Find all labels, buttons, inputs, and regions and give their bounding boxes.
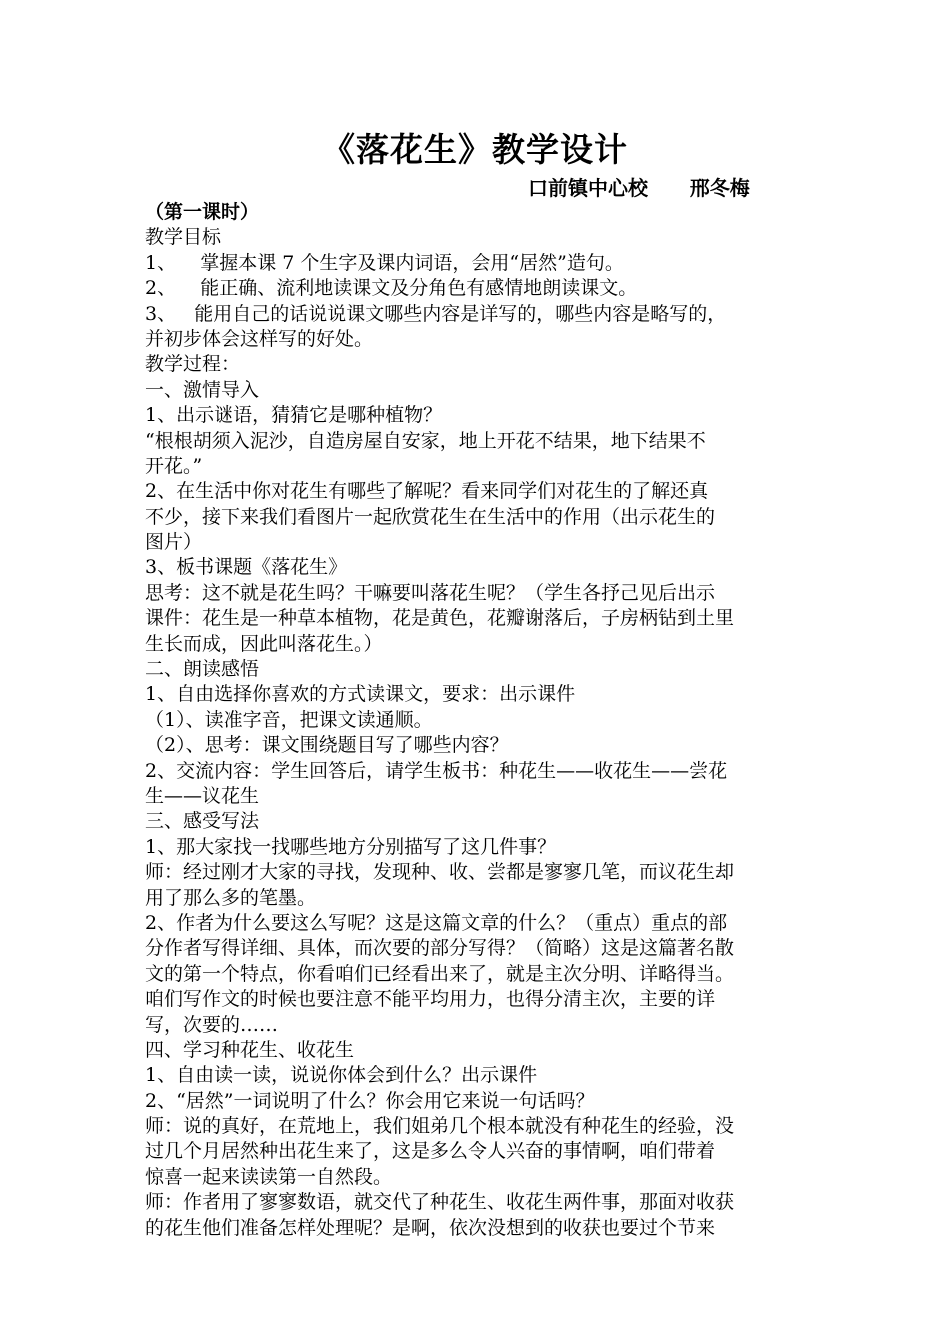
- text-line: 1、自由选择你喜欢的方式读课文，要求：出示课件: [145, 683, 576, 706]
- text-line: 教学过程：: [145, 353, 241, 376]
- text-line: 过几个月居然种出花生来了，这是多么令人兴奋的事情啊，咱们带着: [145, 1140, 716, 1163]
- text-line: 1、自由读一读，说说你体会到什么？出示课件: [145, 1064, 538, 1087]
- text-line: 写，次要的……: [145, 1013, 279, 1036]
- text-line: 1、 掌握本课 7 个生字及课内词语，会用“居然”造句。: [145, 251, 624, 274]
- text-line: 惊喜一起来读读第一自然段。: [145, 1165, 393, 1188]
- text-line: 师：作者用了寥寥数语，就交代了种花生、收花生两件事，那面对收获: [145, 1191, 735, 1214]
- text-line: 三、感受写法: [145, 810, 260, 833]
- text-line: 分作者写得详细、具体，而次要的部分写得？（简略）这是这篇著名散: [145, 937, 735, 960]
- text-line: 课件：花生是一种草本植物，花是黄色，花瓣谢落后，子房柄钻到土里: [145, 607, 735, 630]
- text-line: 3、 能用自己的话说说课文哪些内容是详写的，哪些内容是略写的，: [145, 302, 727, 325]
- text-line: 2、交流内容：学生回答后，请学生板书：种花生——收花生——尝花: [145, 759, 728, 782]
- text-line: 生长而成，因此叫落花生。）: [145, 632, 383, 655]
- text-line: 不少，接下来我们看图片一起欣赏花生在生活中的作用（出示花生的: [145, 505, 716, 528]
- lesson-period-heading: （第一课时）: [145, 201, 260, 223]
- text-line: 师：经过刚才大家的寻找，发现种、收、尝都是寥寥几笔，而议花生却: [145, 861, 735, 884]
- text-line: （1）、读准字音，把课文读通顺。: [145, 708, 433, 731]
- text-line: 用了那么多的笔墨。: [145, 886, 317, 909]
- text-line: 2、在生活中你对花生有哪些了解呢？看来同学们对花生的了解还真: [145, 480, 709, 503]
- text-line: 四、学习种花生、收花生: [145, 1038, 355, 1061]
- document-title: 《落花生》教学设计: [322, 130, 628, 169]
- text-line: 2、“居然”一词说明了什么？你会用它来说一句话吗？: [145, 1089, 595, 1112]
- text-line: “根根胡须入泥沙，自造房屋自安家，地上开花不结果，地下结果不: [145, 429, 706, 452]
- text-line: 思考：这不就是花生吗？干嘛要叫落花生呢？（学生各抒己见后出示: [145, 581, 716, 604]
- text-line: 咱们写作文的时候也要注意不能平均用力，也得分清主次，主要的详: [145, 988, 716, 1011]
- text-line: 生——议花生: [145, 784, 260, 807]
- text-line: 并初步体会这样写的好处。: [145, 327, 374, 350]
- text-line: 1、出示谜语，猜猜它是哪种植物？: [145, 404, 443, 427]
- document-body: [145, 200, 807, 1241]
- text-line: 文的第一个特点，你看咱们已经看出来了，就是主次分明、详略得当。: [145, 962, 735, 985]
- text-line: 师：说的真好，在荒地上，我们姐弟几个根本就没有种花生的经验，没: [145, 1115, 735, 1138]
- text-line: 的花生他们准备怎样处理呢？是啊，依次没想到的收获也要过个节来: [145, 1216, 716, 1239]
- text-line: 一、激情导入: [145, 378, 260, 401]
- text-line: 2、作者为什么要这么写呢？这是这篇文章的什么？（重点）重点的部: [145, 911, 728, 934]
- text-line: 1、那大家找一找哪些地方分别描写了这几件事？: [145, 835, 557, 858]
- text-line: 图片）: [145, 531, 203, 554]
- text-line: 2、 能正确、流利地读课文及分角色有感情地朗读课文。: [145, 277, 638, 300]
- text-line: （2）、思考：课文围绕题目写了哪些内容？: [145, 734, 509, 757]
- author-line: 口前镇中心校 邢冬梅: [528, 176, 750, 200]
- text-line: 二、朗读感悟: [145, 658, 260, 681]
- text-line: 3、板书课题《落花生》: [145, 556, 348, 579]
- text-line: 教学目标: [145, 226, 222, 249]
- text-line: 开花。”: [145, 454, 203, 477]
